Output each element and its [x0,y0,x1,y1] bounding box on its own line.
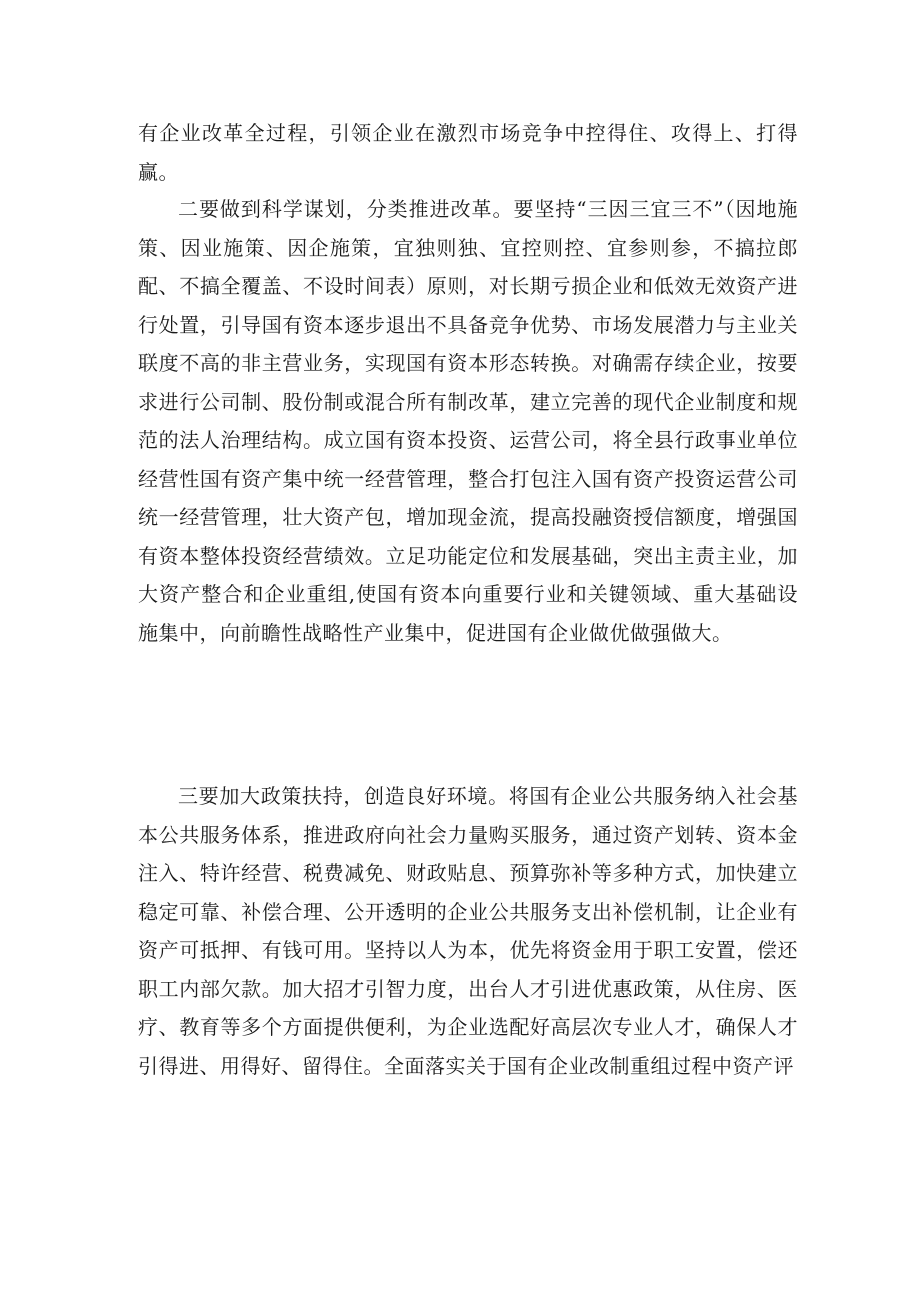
paragraph-scientific-planning: 二要做到科学谋划，分类推进改革。要坚持“三因三宜三不”（因地施策、因业施策、因企施策，宜独则独、宜控则控、宜参则参，不搞拉郎配、不搞全覆盖、不设时间表）原则，对长期亏损企业和低效无效资产进行处置，引导国有资本逐步退出不具备竞争优势、市场发展潜力与主业关联度不高的非主营业务，实现国有资本形态转换。对确需存续企业，按要求进行公司制、股份制或混合所有制改革，建立完善的现代企业制度和规范的法人治理结构。成立国有资本投资、运营公司，将全县行政事业单位经营性国有资产集中统一经营管理，整合打包注入国有资产投资运营公司统一经营管理，壮大资产包，增加现金流，提高投融资授信额度，增强国有资本整体投资经营绩效。立足功能定位和发展基础，突出主责主业，加大资产整合和企业重组,使国有资本向重要行业和关键领域、重大基础设施集中，向前瞻性战略性产业集中，促进国有企业做优做强做大。 [138,197,798,645]
paragraph-continuation: 有企业改革全过程，引领企业在激烈市场竞争中控得住、攻得上、打得赢。 [138,121,798,184]
paragraph-policy-support: 三要加大政策扶持，创造良好环境。将国有企业公共服务纳入社会基本公共服务体系，推进政府向社会力量购买服务，通过资产划转、资本金注入、特许经营、税费减免、财政贴息、预算弥补等多种方式，加快建立稳定可靠、补偿合理、公开透明的企业公共服务支出补偿机制，让企业有资产可抵押、有钱可用。坚持以人为本，优先将资金用于职工安置，偿还职工内部欠款。加大招才引智力度，出台人才引进优惠政策，从住房、医疗、教育等多个方面提供便利，为企业选配好高层次专业人才，确保人才引得进、用得好、留得住。全面落实关于国有企业改制重组过程中资产评 [138,784,798,1078]
